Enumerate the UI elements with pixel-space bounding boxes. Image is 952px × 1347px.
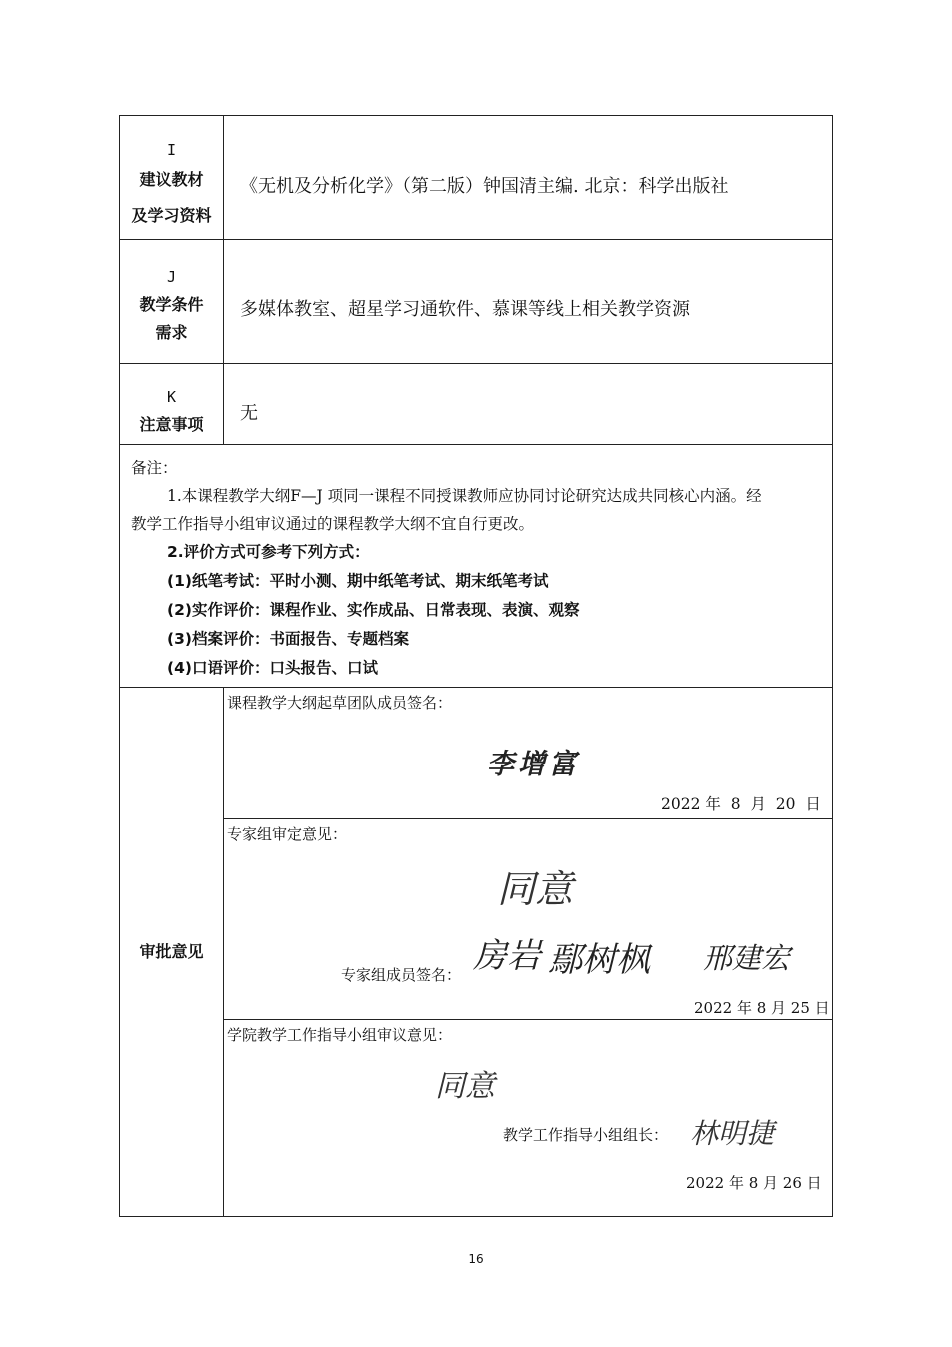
row-i-label [120, 136, 223, 230]
expert-members-label: 专家组成员签名： [341, 966, 462, 984]
college-heading: 学院教学工作指导小组审议意见： [227, 1026, 453, 1044]
approval-label: 审批意见 [139, 942, 204, 961]
label-column-divider [223, 687, 224, 1217]
label-line: 注意事项 [139, 415, 204, 434]
notes-item1-line2: 教学工作指导小组审议通过的课程教学大纲不宜自行更改。 [131, 515, 535, 533]
row-divider [119, 687, 833, 688]
expert-member-signature: 邢建宏 [703, 941, 791, 975]
row-i-content: 《无机及分析化学》（第二版）钟国清主编. 北京：科学出版社 [240, 176, 729, 197]
expert-date: 2022 年 8 月 25 日 [694, 999, 830, 1017]
label-line: 教学条件 [139, 295, 204, 314]
label-line: 建议教材 [139, 170, 204, 189]
row-letter: J [166, 268, 177, 286]
notes-title: 备注： [131, 459, 178, 477]
college-leader-signature: 林明捷 [690, 1117, 775, 1150]
table-right-border [832, 115, 833, 1217]
row-j-content: 多媒体教室、超星学习通软件、慕课等线上相关教学资源 [240, 299, 690, 320]
row-divider [119, 239, 833, 240]
label-column-divider [223, 115, 224, 445]
table-top-border [119, 115, 833, 116]
expert-member-signature: 房岩 [473, 936, 541, 976]
college-opinion-handwritten: 同意 [435, 1069, 495, 1104]
college-leader-label: 教学工作指导小组组长： [503, 1126, 669, 1144]
expert-member-signature: 鄢树枫 [548, 940, 650, 980]
eval-item: (4)口语评价：口头报告、口试 [167, 659, 378, 677]
row-divider [223, 818, 833, 819]
notes-item2: 2.评价方式可参考下列方式： [167, 543, 370, 561]
row-divider [223, 1019, 833, 1020]
drafting-date: 2022 年 8 月 20 日 [661, 795, 821, 813]
eval-item: (2)实作评价：课程作业、实作成品、日常表现、表演、观察 [167, 601, 580, 619]
row-divider [119, 363, 833, 364]
label-line: 需求 [155, 323, 188, 342]
notes-item1-line1: 1.本课程教学大纲F—J 项同一课程不同授课教师应协同讨论研究达成共同核心内涵。经 [167, 487, 762, 505]
eval-item: (1)纸笔考试：平时小测、期中纸笔考试、期末纸笔考试 [167, 572, 549, 590]
row-k-content: 无 [240, 403, 258, 424]
eval-item: (3)档案评价：书面报告、专题档案 [167, 630, 409, 648]
row-letter: I [166, 141, 177, 159]
row-j-label [120, 263, 223, 347]
expert-heading: 专家组审定意见： [227, 825, 348, 843]
table-bottom-border [119, 1216, 833, 1217]
row-k-label [120, 383, 223, 439]
label-line: 及学习资料 [131, 206, 212, 225]
page-number: 16 [468, 1252, 484, 1266]
college-date: 2022 年 8 月 26 日 [686, 1174, 822, 1192]
row-letter: K [166, 388, 177, 406]
expert-opinion-handwritten: 同意 [497, 867, 574, 911]
drafting-signature: 李增富 [487, 749, 580, 780]
row-divider [119, 444, 833, 445]
drafting-heading: 课程教学大纲起草团队成员签名： [227, 694, 453, 712]
